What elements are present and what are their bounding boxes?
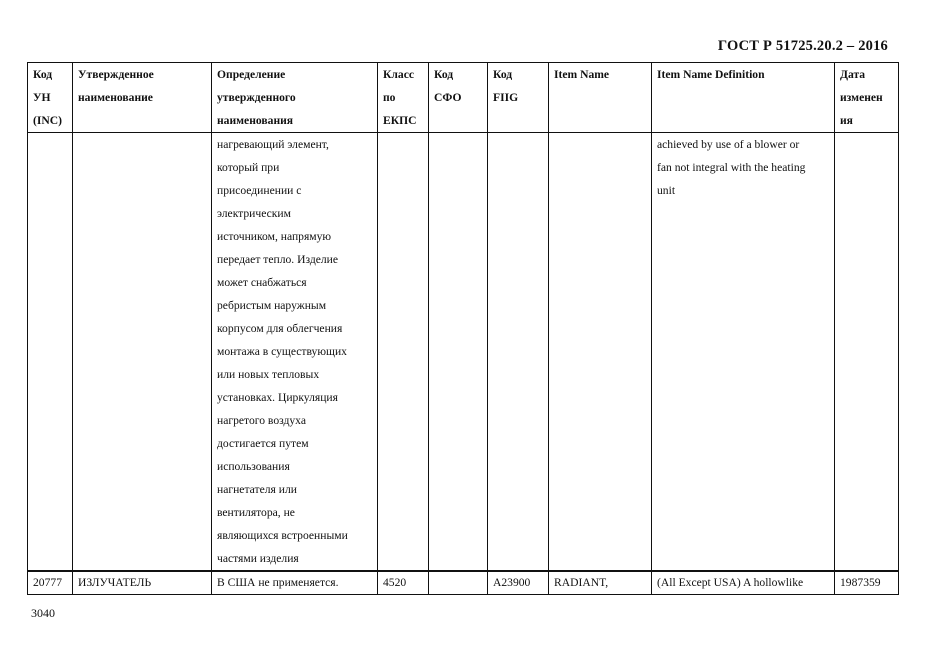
definition-line: использования	[217, 460, 290, 473]
definition-line: который при	[217, 161, 280, 174]
header-text: наименования	[217, 114, 294, 127]
header-text: Код	[493, 68, 513, 81]
definition-line: ребристым наружным	[217, 299, 327, 312]
cell-item-name	[549, 133, 652, 572]
table-row-continuation	[28, 133, 899, 572]
item-definition-line: unit	[657, 184, 676, 197]
table-header-row	[28, 63, 899, 133]
definition-line: частями изделия	[217, 552, 299, 565]
item-definition-line: fan not integral with the heating	[657, 161, 806, 174]
definition-line: или новых тепловых	[217, 368, 320, 381]
header-text: утвержденного	[217, 91, 296, 104]
definition-line: достигается путем	[217, 437, 309, 450]
cell-class: 4520	[378, 571, 429, 595]
cell-inc	[28, 133, 73, 572]
cell-definition	[212, 133, 378, 572]
header-item-name-definition	[652, 63, 835, 133]
definition-line: передает тепло. Изделие	[217, 253, 339, 266]
header-sfo	[429, 63, 488, 133]
cell-definition: В США не применяется.	[212, 571, 378, 595]
header-text: Код	[434, 68, 454, 81]
header-text: ия	[840, 114, 853, 127]
header-text: изменен	[840, 91, 883, 104]
definition-line: источником, напрямую	[217, 230, 332, 243]
header-text: Дата	[840, 68, 866, 81]
header-text: Класс	[383, 68, 414, 81]
header-item-name	[549, 63, 652, 133]
header-text: Item Name Definition	[657, 68, 765, 81]
definition-line: установках. Циркуляция	[217, 391, 338, 404]
header-fiig	[488, 63, 549, 133]
definition-line: нагретого воздуха	[217, 414, 306, 427]
header-text: Item Name	[554, 68, 610, 81]
header-text: (INC)	[33, 114, 62, 127]
definition-line: нагнетателя или	[217, 483, 297, 496]
cell-item-name-definition	[652, 133, 835, 572]
cell-date: 1987359	[835, 571, 899, 595]
definition-line: присоединении с	[217, 184, 302, 197]
cell-date	[835, 133, 899, 572]
definition-line: являющихся встроенными	[217, 529, 348, 542]
header-text: FIIG	[493, 91, 519, 104]
header-approved-name	[73, 63, 212, 133]
definition-line: может снабжаться	[217, 276, 307, 289]
header-text: УН	[33, 91, 51, 104]
definition-line: монтажа в существующих	[217, 345, 347, 358]
header-text: Утвержденное	[78, 68, 154, 81]
header-text: наименование	[78, 91, 153, 104]
item-definition-line: achieved by use of a blower or	[657, 138, 800, 151]
definition-line: нагревающий элемент,	[217, 138, 329, 151]
cell-fiig: A23900	[488, 571, 549, 595]
cell-item-name-definition: (All Except USA) A hollowlike	[652, 571, 835, 595]
definition-line: электрическим	[217, 207, 291, 220]
header-text: СФО	[434, 91, 462, 104]
cell-approved-name: ИЗЛУЧАТЕЛЬ	[73, 571, 212, 595]
table-row	[28, 571, 899, 595]
header-text: Код	[33, 68, 53, 81]
cell-class	[378, 133, 429, 572]
nomenclature-table	[27, 62, 899, 595]
page-number: 3040	[31, 606, 55, 620]
header-text: ЕКПС	[383, 114, 417, 127]
header-inc	[28, 63, 73, 133]
cell-approved-name	[73, 133, 212, 572]
definition-line: вентилятора, не	[217, 506, 295, 519]
standard-designation: ГОСТ Р 51725.20.2 – 2016	[717, 38, 888, 54]
cell-fiig	[488, 133, 549, 572]
cell-item-name: RADIANT,	[549, 571, 652, 595]
cell-sfo	[429, 133, 488, 572]
header-definition	[212, 63, 378, 133]
header-class	[378, 63, 429, 133]
cell-inc: 20777	[28, 571, 73, 595]
definition-line: корпусом для облегчения	[217, 322, 343, 335]
header-text: по	[383, 91, 396, 104]
header-date	[835, 63, 899, 133]
header-text: Определение	[217, 68, 286, 81]
cell-sfo	[429, 571, 488, 595]
